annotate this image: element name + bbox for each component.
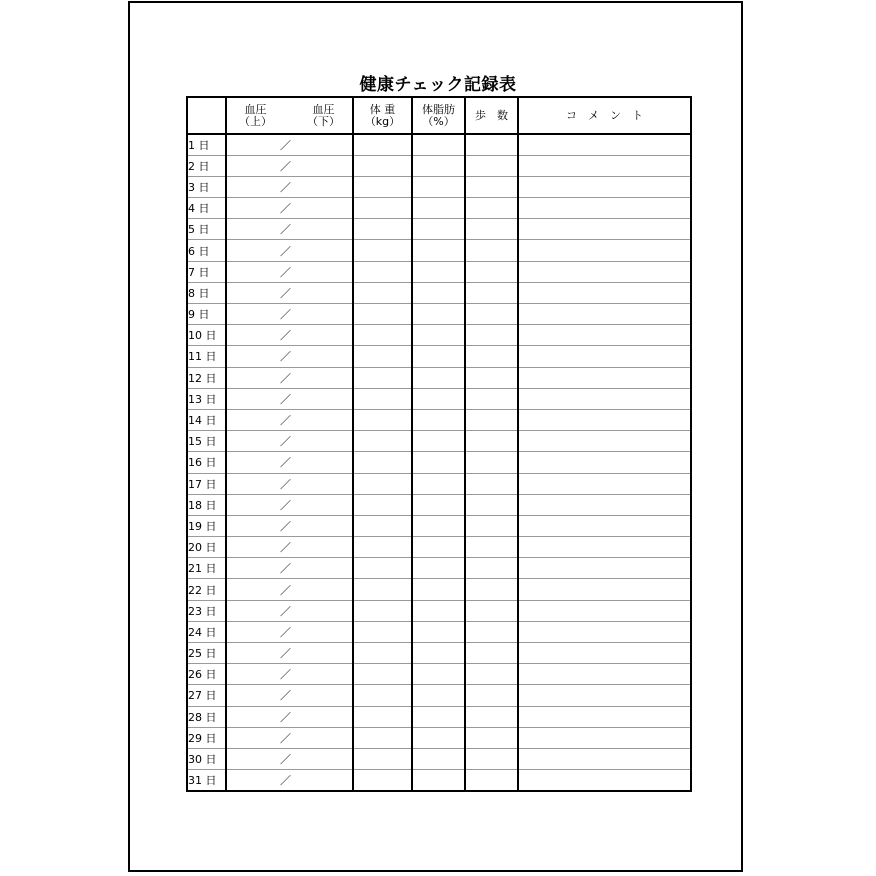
comment-cell[interactable] bbox=[518, 240, 691, 261]
table-row bbox=[187, 346, 691, 367]
blood-pressure-cell[interactable] bbox=[226, 473, 353, 494]
table-row bbox=[187, 579, 691, 600]
day-label: 13 日 bbox=[187, 388, 226, 409]
body-fat-header: 体脂肪 （%） bbox=[412, 97, 465, 134]
steps-cell[interactable] bbox=[465, 261, 518, 282]
weight-cell[interactable] bbox=[353, 706, 412, 727]
blood-pressure-cell[interactable] bbox=[226, 409, 353, 430]
body-fat-cell[interactable] bbox=[412, 367, 465, 388]
table-row bbox=[187, 325, 691, 346]
comment-cell[interactable] bbox=[518, 304, 691, 325]
body-fat-cell[interactable] bbox=[412, 261, 465, 282]
body-fat-cell[interactable] bbox=[412, 643, 465, 664]
day-label: 28 日 bbox=[187, 706, 226, 727]
comment-cell[interactable] bbox=[518, 134, 691, 155]
weight-cell[interactable] bbox=[353, 388, 412, 409]
day-label: 17 日 bbox=[187, 473, 226, 494]
table-row bbox=[187, 494, 691, 515]
bp-separator: ／ bbox=[280, 180, 291, 194]
day-label: 10 日 bbox=[187, 325, 226, 346]
comment-cell[interactable] bbox=[518, 558, 691, 579]
steps-cell[interactable] bbox=[465, 537, 518, 558]
comment-cell[interactable] bbox=[518, 748, 691, 769]
table-row bbox=[187, 558, 691, 579]
body-fat-cell[interactable] bbox=[412, 346, 465, 367]
bp-separator: ／ bbox=[280, 371, 291, 385]
comment-header: コ メ ン ト bbox=[518, 97, 691, 134]
day-label: 4 日 bbox=[187, 198, 226, 219]
table-row bbox=[187, 727, 691, 748]
table-row bbox=[187, 685, 691, 706]
blood-pressure-cell[interactable] bbox=[226, 600, 353, 621]
bp-separator: ／ bbox=[280, 329, 291, 343]
weight-cell[interactable] bbox=[353, 537, 412, 558]
page-title: 健康チェック記録表 bbox=[359, 75, 517, 95]
bp-separator: ／ bbox=[280, 519, 291, 533]
weight-cell[interactable] bbox=[353, 494, 412, 515]
bp-separator: ／ bbox=[280, 392, 291, 406]
comment-cell[interactable] bbox=[518, 473, 691, 494]
bp-separator: ／ bbox=[280, 773, 291, 787]
weight-cell[interactable] bbox=[353, 643, 412, 664]
weight-cell[interactable] bbox=[353, 748, 412, 769]
comment-cell[interactable] bbox=[518, 600, 691, 621]
day-label: 21 日 bbox=[187, 558, 226, 579]
table-row bbox=[187, 431, 691, 452]
steps-cell[interactable] bbox=[465, 558, 518, 579]
steps-cell[interactable] bbox=[465, 176, 518, 197]
table-row bbox=[187, 664, 691, 685]
table-row bbox=[187, 600, 691, 621]
weight-cell[interactable] bbox=[353, 325, 412, 346]
weight-cell[interactable] bbox=[353, 664, 412, 685]
steps-cell[interactable] bbox=[465, 240, 518, 261]
blood-pressure-cell[interactable] bbox=[226, 770, 353, 791]
bp-separator: ／ bbox=[280, 541, 291, 555]
body-fat-cell[interactable] bbox=[412, 176, 465, 197]
day-header bbox=[187, 97, 226, 134]
body-fat-cell[interactable] bbox=[412, 706, 465, 727]
day-label: 19 日 bbox=[187, 515, 226, 536]
weight-cell[interactable] bbox=[353, 282, 412, 303]
table-row bbox=[187, 748, 691, 769]
steps-cell[interactable] bbox=[465, 770, 518, 791]
day-label: 2 日 bbox=[187, 155, 226, 176]
weight-cell[interactable] bbox=[353, 431, 412, 452]
body-fat-cell[interactable] bbox=[412, 727, 465, 748]
steps-cell[interactable] bbox=[465, 219, 518, 240]
weight-cell[interactable] bbox=[353, 515, 412, 536]
body-fat-cell[interactable] bbox=[412, 621, 465, 642]
record-rows bbox=[187, 134, 691, 791]
bp-separator: ／ bbox=[280, 583, 291, 597]
table-row bbox=[187, 240, 691, 261]
steps-cell[interactable] bbox=[465, 664, 518, 685]
table-row bbox=[187, 706, 691, 727]
weight-cell[interactable] bbox=[353, 198, 412, 219]
weight-header: 体 重 （kg） bbox=[353, 97, 412, 134]
weight-cell[interactable] bbox=[353, 155, 412, 176]
comment-cell[interactable] bbox=[518, 282, 691, 303]
weight-cell[interactable] bbox=[353, 685, 412, 706]
comment-cell[interactable] bbox=[518, 537, 691, 558]
comment-cell[interactable] bbox=[518, 579, 691, 600]
weight-cell[interactable] bbox=[353, 727, 412, 748]
record-table bbox=[186, 96, 692, 792]
table-row bbox=[187, 621, 691, 642]
body-fat-cell[interactable] bbox=[412, 515, 465, 536]
bp-separator: ／ bbox=[280, 498, 291, 512]
weight-cell[interactable] bbox=[353, 600, 412, 621]
body-fat-cell[interactable] bbox=[412, 219, 465, 240]
bp-separator: ／ bbox=[280, 350, 291, 364]
bp-separator: ／ bbox=[280, 414, 291, 428]
blood-pressure-cell[interactable] bbox=[226, 621, 353, 642]
table-row bbox=[187, 261, 691, 282]
day-label: 9 日 bbox=[187, 304, 226, 325]
day-label: 30 日 bbox=[187, 748, 226, 769]
steps-cell[interactable] bbox=[465, 748, 518, 769]
day-label: 18 日 bbox=[187, 494, 226, 515]
day-label: 29 日 bbox=[187, 727, 226, 748]
comment-cell[interactable] bbox=[518, 261, 691, 282]
day-label: 11 日 bbox=[187, 346, 226, 367]
comment-cell[interactable] bbox=[518, 770, 691, 791]
bp-separator: ／ bbox=[280, 753, 291, 767]
comment-cell[interactable] bbox=[518, 346, 691, 367]
day-label: 20 日 bbox=[187, 537, 226, 558]
weight-cell[interactable] bbox=[353, 367, 412, 388]
weight-cell[interactable] bbox=[353, 621, 412, 642]
body-fat-cell[interactable] bbox=[412, 537, 465, 558]
body-fat-cell[interactable] bbox=[412, 748, 465, 769]
steps-cell[interactable] bbox=[465, 621, 518, 642]
blood-pressure-header bbox=[226, 97, 353, 134]
steps-cell[interactable] bbox=[465, 452, 518, 473]
comment-cell[interactable] bbox=[518, 515, 691, 536]
blood-pressure-cell[interactable] bbox=[226, 706, 353, 727]
steps-cell[interactable] bbox=[465, 325, 518, 346]
comment-cell[interactable] bbox=[518, 494, 691, 515]
body-fat-cell[interactable] bbox=[412, 431, 465, 452]
weight-cell[interactable] bbox=[353, 346, 412, 367]
day-label: 27 日 bbox=[187, 685, 226, 706]
blood-pressure-cell[interactable] bbox=[226, 325, 353, 346]
day-label: 12 日 bbox=[187, 367, 226, 388]
day-label: 25 日 bbox=[187, 643, 226, 664]
table-row bbox=[187, 409, 691, 430]
body-fat-cell[interactable] bbox=[412, 452, 465, 473]
blood-pressure-cell[interactable] bbox=[226, 452, 353, 473]
steps-cell[interactable] bbox=[465, 367, 518, 388]
comment-cell[interactable] bbox=[518, 219, 691, 240]
steps-cell[interactable] bbox=[465, 155, 518, 176]
blood-pressure-cell[interactable] bbox=[226, 134, 353, 155]
steps-cell[interactable] bbox=[465, 600, 518, 621]
bp-separator: ／ bbox=[280, 689, 291, 703]
weight-cell[interactable] bbox=[353, 219, 412, 240]
comment-cell[interactable] bbox=[518, 409, 691, 430]
bp-separator: ／ bbox=[280, 223, 291, 237]
body-fat-cell[interactable] bbox=[412, 473, 465, 494]
comment-cell[interactable] bbox=[518, 706, 691, 727]
steps-cell[interactable] bbox=[465, 346, 518, 367]
body-fat-cell[interactable] bbox=[412, 388, 465, 409]
day-label: 5 日 bbox=[187, 219, 226, 240]
table-row bbox=[187, 452, 691, 473]
bp-separator: ／ bbox=[280, 159, 291, 173]
weight-cell[interactable] bbox=[353, 304, 412, 325]
day-label: 26 日 bbox=[187, 664, 226, 685]
day-label: 8 日 bbox=[187, 282, 226, 303]
table-row bbox=[187, 155, 691, 176]
blood-pressure-cell[interactable] bbox=[226, 537, 353, 558]
bp-separator: ／ bbox=[280, 647, 291, 661]
body-fat-cell[interactable] bbox=[412, 685, 465, 706]
bp-separator: ／ bbox=[280, 286, 291, 300]
blood-pressure-cell[interactable] bbox=[226, 261, 353, 282]
steps-cell[interactable] bbox=[465, 409, 518, 430]
bp-separator: ／ bbox=[280, 731, 291, 745]
day-label: 24 日 bbox=[187, 621, 226, 642]
comment-cell[interactable] bbox=[518, 198, 691, 219]
bp-separator: ／ bbox=[280, 435, 291, 449]
day-label: 3 日 bbox=[187, 176, 226, 197]
blood-pressure-cell[interactable] bbox=[226, 304, 353, 325]
header-row bbox=[187, 97, 691, 134]
steps-cell[interactable] bbox=[465, 198, 518, 219]
body-fat-cell[interactable] bbox=[412, 134, 465, 155]
comment-cell[interactable] bbox=[518, 155, 691, 176]
weight-cell[interactable] bbox=[353, 473, 412, 494]
steps-cell[interactable] bbox=[465, 282, 518, 303]
steps-cell[interactable] bbox=[465, 473, 518, 494]
body-fat-cell[interactable] bbox=[412, 240, 465, 261]
blood-pressure-cell[interactable] bbox=[226, 219, 353, 240]
blood-pressure-cell[interactable] bbox=[226, 240, 353, 261]
steps-cell[interactable] bbox=[465, 388, 518, 409]
comment-cell[interactable] bbox=[518, 685, 691, 706]
bp-separator: ／ bbox=[280, 625, 291, 639]
blood-pressure-cell[interactable] bbox=[226, 155, 353, 176]
steps-cell[interactable] bbox=[465, 706, 518, 727]
steps-cell[interactable] bbox=[465, 643, 518, 664]
table-row bbox=[187, 388, 691, 409]
body-fat-cell[interactable] bbox=[412, 198, 465, 219]
day-label: 14 日 bbox=[187, 409, 226, 430]
steps-cell[interactable] bbox=[465, 515, 518, 536]
blood-pressure-cell[interactable] bbox=[226, 346, 353, 367]
bp-separator: ／ bbox=[280, 202, 291, 216]
day-label: 16 日 bbox=[187, 452, 226, 473]
bp-separator: ／ bbox=[280, 456, 291, 470]
body-fat-cell[interactable] bbox=[412, 579, 465, 600]
weight-cell[interactable] bbox=[353, 261, 412, 282]
weight-cell[interactable] bbox=[353, 409, 412, 430]
table-row bbox=[187, 367, 691, 388]
blood-pressure-cell[interactable] bbox=[226, 664, 353, 685]
bp-separator: ／ bbox=[280, 604, 291, 618]
bp-separator: ／ bbox=[280, 710, 291, 724]
blood-pressure-cell[interactable] bbox=[226, 198, 353, 219]
body-fat-cell[interactable] bbox=[412, 409, 465, 430]
table-row bbox=[187, 282, 691, 303]
comment-cell[interactable] bbox=[518, 388, 691, 409]
bp-separator: ／ bbox=[280, 477, 291, 491]
table-row bbox=[187, 134, 691, 155]
steps-cell[interactable] bbox=[465, 579, 518, 600]
bp-separator: ／ bbox=[280, 562, 291, 576]
body-fat-cell[interactable] bbox=[412, 155, 465, 176]
body-fat-cell[interactable] bbox=[412, 494, 465, 515]
steps-cell[interactable] bbox=[465, 304, 518, 325]
steps-cell[interactable] bbox=[465, 134, 518, 155]
bp-separator: ／ bbox=[280, 138, 291, 152]
steps-cell[interactable] bbox=[465, 727, 518, 748]
day-label: 15 日 bbox=[187, 431, 226, 452]
body-fat-cell[interactable] bbox=[412, 600, 465, 621]
weight-cell[interactable] bbox=[353, 134, 412, 155]
table-row bbox=[187, 770, 691, 791]
table-row bbox=[187, 473, 691, 494]
comment-cell[interactable] bbox=[518, 664, 691, 685]
steps-cell[interactable] bbox=[465, 494, 518, 515]
blood-pressure-cell[interactable] bbox=[226, 176, 353, 197]
comment-cell[interactable] bbox=[518, 643, 691, 664]
day-label: 1 日 bbox=[187, 134, 226, 155]
comment-cell[interactable] bbox=[518, 431, 691, 452]
comment-cell[interactable] bbox=[518, 367, 691, 388]
comment-cell[interactable] bbox=[518, 452, 691, 473]
blood-pressure-cell[interactable] bbox=[226, 727, 353, 748]
body-fat-cell[interactable] bbox=[412, 325, 465, 346]
steps-cell[interactable] bbox=[465, 431, 518, 452]
table-row bbox=[187, 219, 691, 240]
blood-pressure-cell[interactable] bbox=[226, 431, 353, 452]
bp-separator: ／ bbox=[280, 265, 291, 279]
blood-pressure-cell[interactable] bbox=[226, 685, 353, 706]
comment-cell[interactable] bbox=[518, 621, 691, 642]
table-row bbox=[187, 643, 691, 664]
body-fat-cell[interactable] bbox=[412, 282, 465, 303]
table-row bbox=[187, 515, 691, 536]
blood-pressure-cell[interactable] bbox=[226, 579, 353, 600]
day-label: 6 日 bbox=[187, 240, 226, 261]
blood-pressure-cell[interactable] bbox=[226, 388, 353, 409]
steps-cell[interactable] bbox=[465, 685, 518, 706]
comment-cell[interactable] bbox=[518, 176, 691, 197]
weight-cell[interactable] bbox=[353, 558, 412, 579]
day-label: 31 日 bbox=[187, 770, 226, 791]
body-fat-cell[interactable] bbox=[412, 664, 465, 685]
weight-cell[interactable] bbox=[353, 579, 412, 600]
blood-pressure-cell[interactable] bbox=[226, 515, 353, 536]
table-row bbox=[187, 537, 691, 558]
body-fat-cell[interactable] bbox=[412, 770, 465, 791]
blood-pressure-cell[interactable] bbox=[226, 282, 353, 303]
bp-upper-header: 血圧 （上） bbox=[239, 103, 272, 128]
table-row bbox=[187, 176, 691, 197]
blood-pressure-cell[interactable] bbox=[226, 748, 353, 769]
day-label: 22 日 bbox=[187, 579, 226, 600]
weight-cell[interactable] bbox=[353, 770, 412, 791]
day-label: 7 日 bbox=[187, 261, 226, 282]
weight-cell[interactable] bbox=[353, 452, 412, 473]
body-fat-cell[interactable] bbox=[412, 304, 465, 325]
weight-cell[interactable] bbox=[353, 240, 412, 261]
blood-pressure-cell[interactable] bbox=[226, 494, 353, 515]
table-row bbox=[187, 304, 691, 325]
day-label: 23 日 bbox=[187, 600, 226, 621]
comment-cell[interactable] bbox=[518, 727, 691, 748]
comment-cell[interactable] bbox=[518, 325, 691, 346]
bp-separator: ／ bbox=[280, 244, 291, 258]
table-row bbox=[187, 198, 691, 219]
bp-separator: ／ bbox=[280, 308, 291, 322]
bp-separator: ／ bbox=[280, 668, 291, 682]
steps-header: 歩 数 bbox=[465, 97, 518, 134]
blood-pressure-cell[interactable] bbox=[226, 643, 353, 664]
body-fat-cell[interactable] bbox=[412, 558, 465, 579]
blood-pressure-cell[interactable] bbox=[226, 367, 353, 388]
weight-cell[interactable] bbox=[353, 176, 412, 197]
blood-pressure-cell[interactable] bbox=[226, 558, 353, 579]
bp-lower-header: 血圧 （下） bbox=[307, 103, 340, 128]
